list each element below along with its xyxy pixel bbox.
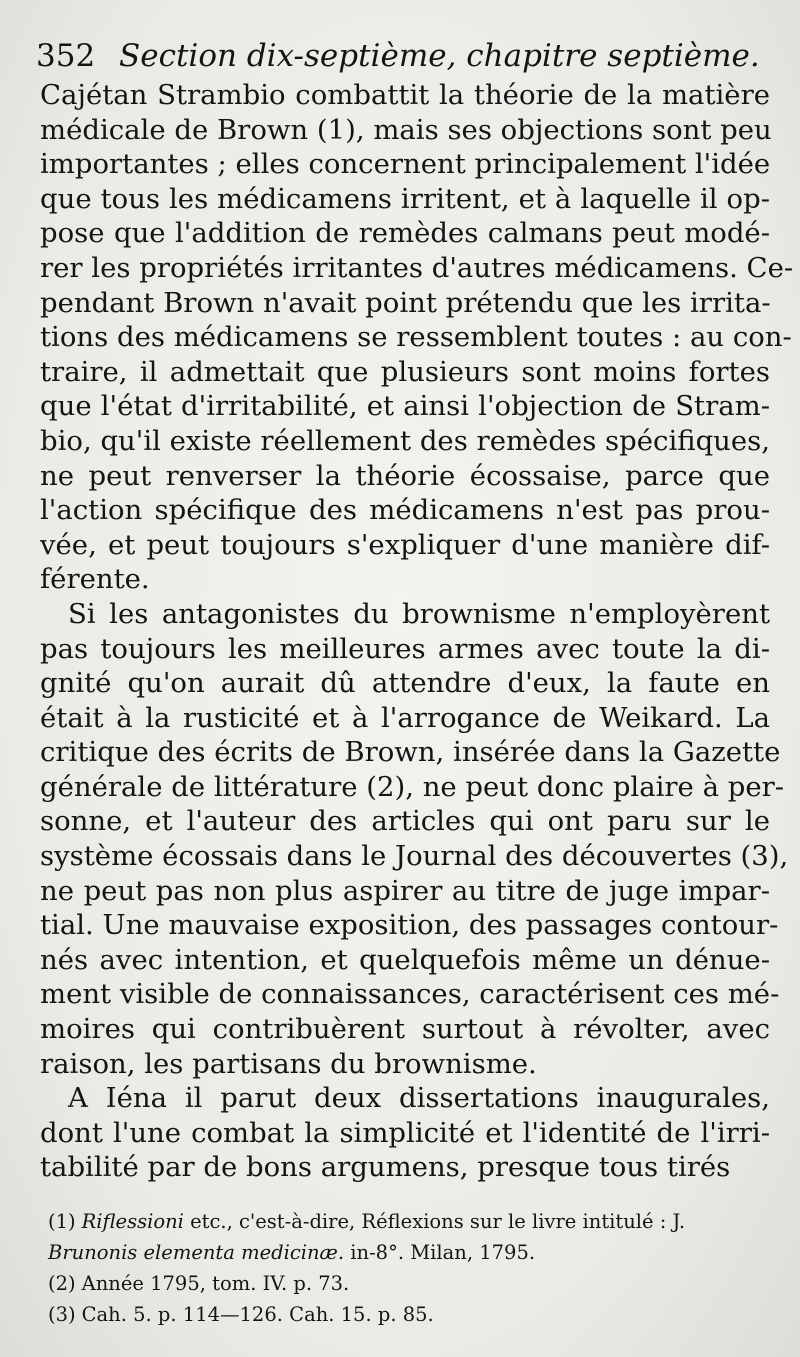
text-line: que tous les médicamens irritent, et à laquelle il op- (40, 182, 770, 215)
running-title: Section dix-septième, chapitre septième. (119, 38, 760, 74)
text-line: pas toujours les meilleures armes avec toute la di- (40, 632, 770, 665)
text-line: vée, et peut toujours s'expliquer d'une manière dif- (40, 528, 770, 561)
paragraph (40, 1081, 770, 1185)
footnote-continuation (48, 1237, 778, 1268)
text-line: raison, les partisans du brownisme. (40, 1047, 537, 1080)
text-line: pose que l'addition de remèdes calmans peut modé- (40, 217, 770, 250)
text-line: Si les antagonistes du brownisme n'employèrent (68, 597, 770, 630)
text-line: importantes ; elles concernent principalement l'idée (40, 148, 771, 181)
text-line: bio, qu'il existe réellement des remèdes spécifiques, (40, 424, 771, 457)
text-line: ment visible de connaissances, caractérisent ces mé- (40, 978, 780, 1011)
text-line: moires qui contribuèrent surtout à révolter, avec (40, 1013, 770, 1046)
text-line: tial. Une mauvaise exposition, des passages contour- (40, 909, 779, 942)
text-line: l'action spécifique des médicamens n'est pas prou- (40, 494, 770, 527)
text-line: tions des médicamens se ressemblent toutes : au con- (40, 321, 792, 354)
footnote (48, 1299, 778, 1330)
text-line: pendant Brown n'avait point prétendu que les irrita- (40, 286, 771, 319)
text-line: critique des écrits de Brown, insérée dans la Gazette (40, 736, 781, 769)
paragraph (40, 597, 789, 1081)
footnote-text: Cah. 5. p. 114—126. Cah. 15. p. 85. (81, 1303, 434, 1326)
page-header (36, 32, 776, 80)
footnote-text: Année 1795, tom. IV. p. 73. (81, 1272, 350, 1295)
footnote-mark: (2) (48, 1272, 76, 1295)
text-line: gnité qu'on aurait dû attendre d'eux, la faute en (40, 667, 770, 700)
text-line: était à la rusticité et à l'arrogance de Weikard. La (40, 701, 770, 734)
footnote-text: Brunonis elementa medicinæ. (48, 1241, 345, 1264)
footnotes (48, 1206, 778, 1330)
footnote-text: etc., c'est-à-dire, Réflexions sur le livre intitulé : J. (183, 1210, 686, 1233)
text-line: ne peut renverser la théorie écossaise, parce que (40, 459, 770, 492)
footnote-text: in-8°. Milan, 1795. (344, 1241, 536, 1264)
footnote (48, 1206, 778, 1237)
text-line: médicale de Brown (1), mais ses objections sont peu (40, 113, 772, 146)
footnote (48, 1268, 778, 1299)
text-line: générale de littérature (2), ne peut donc plaire à per- (40, 770, 785, 803)
text-line: que l'état d'irritabilité, et ainsi l'objection de Stram- (40, 390, 770, 423)
text-line: tabilité par de bons argumens, presque tous tirés (40, 1151, 731, 1184)
main-text (40, 78, 794, 1185)
text-line: traire, il admettait que plusieurs sont moins fortes (40, 355, 770, 388)
text-line: nés avec intention, et quelquefois même un dénue- (40, 943, 770, 976)
text-line: A Iéna il parut deux dissertations inaugurales, (68, 1082, 770, 1115)
footnote-text: Riflessioni (81, 1210, 184, 1233)
footnote-mark: (1) (48, 1210, 76, 1233)
page-number: 352 (36, 38, 96, 74)
paragraph (40, 78, 794, 597)
text-line: ne peut pas non plus aspirer au titre de juge impar- (40, 874, 770, 907)
text-line: sonne, et l'auteur des articles qui ont paru sur le (40, 805, 770, 838)
text-line: système écossais dans le Journal des découvertes (3), (40, 840, 789, 873)
text-line: Cajétan Strambio combattit la théorie de la matière (40, 79, 770, 111)
footnote-mark: (3) (48, 1303, 76, 1326)
text-line: férente. (40, 563, 150, 596)
text-line: dont l'une combat la simplicité et l'identité de l'irri- (40, 1116, 770, 1149)
text-line: rer les propriétés irritantes d'autres médicamens. Ce- (40, 251, 794, 284)
